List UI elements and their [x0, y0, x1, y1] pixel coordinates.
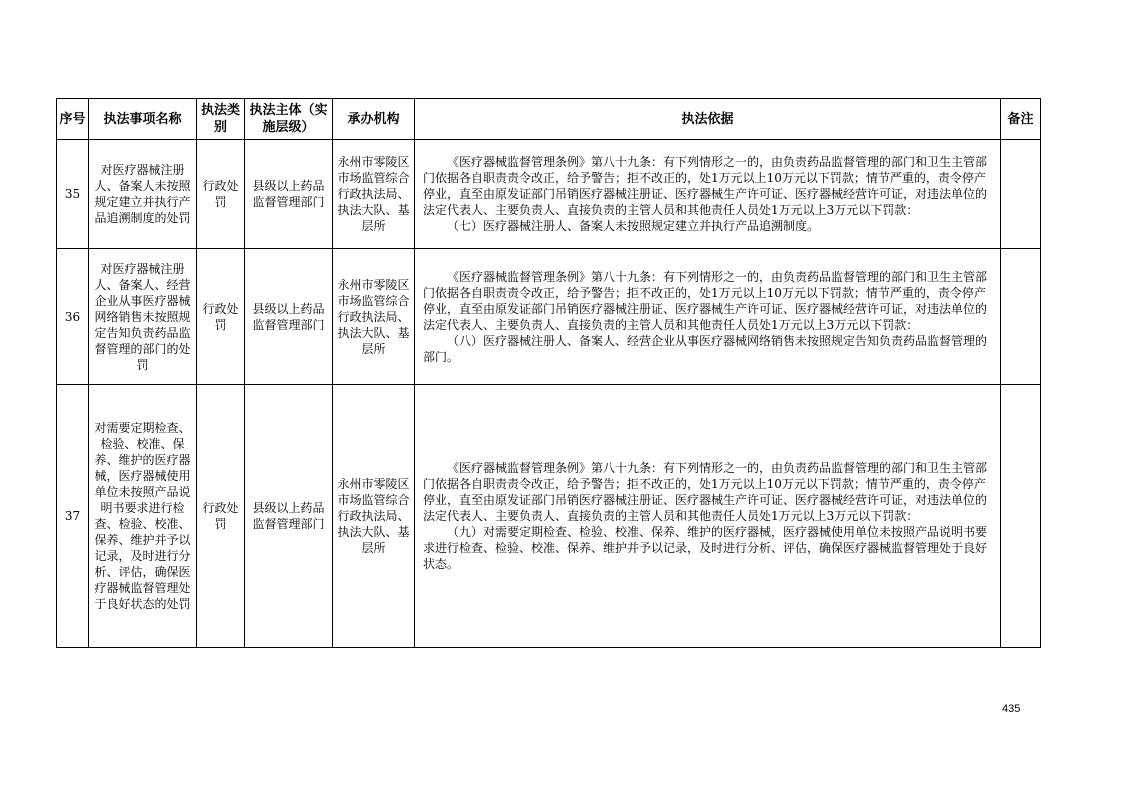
basis-clause-text: （九）对需要定期检查、检验、校准、保养、维护的医疗器械，医疗器械使用单位未按照产品说明书要求进行检查、检验、校准、保养、维护并予以记录，及时进行分析、评估，确保医疗器械监督管理处于良好状态。 — [423, 525, 988, 571]
table-row — [57, 249, 1041, 385]
basis-main-text: 《医疗器械监督管理条例》第八十九条：有下列情形之一的，由负责药品监督管理的部门和卫生主管部门依据各自职责责令改正，给予警告；拒不改正的，处1万元以上10万元以下罚款；情节严重的，责令停产停业，直至由原发证部门吊销医疗器械注册证、医疗器械生产许可证、医疗器械经营许可证，对违法单位的法定代表人、主要负责人、直接负责的主管人员和其他责任人员处1万元以上3万元以下罚款： — [423, 269, 988, 332]
header-subject: 执法主体（实施层级） — [245, 99, 333, 140]
cell-seq: 36 — [57, 249, 89, 385]
header-category: 执法类别 — [197, 99, 245, 140]
cell-agency: 永州市零陵区市场监管综合行政执法局、执法大队、基层所 — [333, 140, 415, 249]
header-seq: 序号 — [57, 99, 89, 140]
cell-item-name: 对医疗器械注册人、备案人未按照规定建立并执行产品追溯制度的处罚 — [89, 140, 197, 249]
enforcement-table-container — [56, 98, 1041, 648]
header-basis: 执法依据 — [415, 99, 1001, 140]
cell-subject: 县级以上药品监督管理部门 — [245, 140, 333, 249]
cell-item-name: 对医疗器械注册人、备案人、经营企业从事医疗器械网络销售未按照规定告知负责药品监督管理的部门的处罚 — [89, 249, 197, 385]
cell-category: 行政处罚 — [197, 140, 245, 249]
header-agency: 承办机构 — [333, 99, 415, 140]
cell-remarks — [1001, 249, 1041, 385]
enforcement-items-table — [56, 98, 1041, 648]
cell-category: 行政处罚 — [197, 385, 245, 648]
header-item-name: 执法事项名称 — [89, 99, 197, 140]
cell-subject: 县级以上药品监督管理部门 — [245, 249, 333, 385]
basis-clause-text: （七）医疗器械注册人、备案人未按照规定建立并执行产品追溯制度。 — [447, 219, 820, 233]
cell-agency: 永州市零陵区市场监管综合行政执法局、执法大队、基层所 — [333, 249, 415, 385]
cell-agency: 永州市零陵区市场监管综合行政执法局、执法大队、基层所 — [333, 385, 415, 648]
cell-basis — [415, 249, 1001, 385]
table-row — [57, 140, 1041, 249]
cell-seq: 35 — [57, 140, 89, 249]
header-remarks: 备注 — [1001, 99, 1041, 140]
cell-basis — [415, 140, 1001, 249]
basis-main-text: 《医疗器械监督管理条例》第八十九条：有下列情形之一的，由负责药品监督管理的部门和卫生主管部门依据各自职责责令改正，给予警告；拒不改正的，处1万元以上10万元以下罚款；情节严重的，责令停产停业，直至由原发证部门吊销医疗器械注册证、医疗器械生产许可证、医疗器械经营许可证，对违法单位的法定代表人、主要负责人、直接负责的主管人员和其他责任人员处1万元以上3万元以下罚款： — [423, 461, 988, 523]
basis-clause-text: （八）医疗器械注册人、备案人、经营企业从事医疗器械网络销售未按照规定告知负责药品监督管理的部门。 — [423, 333, 988, 364]
cell-remarks — [1001, 140, 1041, 249]
cell-category: 行政处罚 — [197, 249, 245, 385]
basis-main-text: 《医疗器械监督管理条例》第八十九条：有下列情形之一的，由负责药品监督管理的部门和卫生主管部门依据各自职责责令改正，给予警告；拒不改正的，处1万元以上10万元以下罚款；情节严重的，责令停产停业，直至由原发证部门吊销医疗器械注册证、医疗器械生产许可证、医疗器械经营许可证，对违法单位的法定代表人、主要负责人、直接负责的主管人员和其他责任人员处1万元以上3万元以下罚款： — [423, 155, 988, 217]
cell-subject: 县级以上药品监督管理部门 — [245, 385, 333, 648]
table-row — [57, 385, 1041, 648]
cell-item-name: 对需要定期检查、检验、校准、保养、维护的医疗器械，医疗器械使用单位未按照产品说明书要求进行检查、检验、校准、保养、维护并予以记录，及时进行分析、评估，确保医疗器械监督管理处于良好状态的处罚 — [89, 385, 197, 648]
cell-basis — [415, 385, 1001, 648]
table-header-row — [57, 99, 1041, 140]
page-number: 435 — [1002, 703, 1021, 715]
cell-seq: 37 — [57, 385, 89, 648]
cell-remarks — [1001, 385, 1041, 648]
